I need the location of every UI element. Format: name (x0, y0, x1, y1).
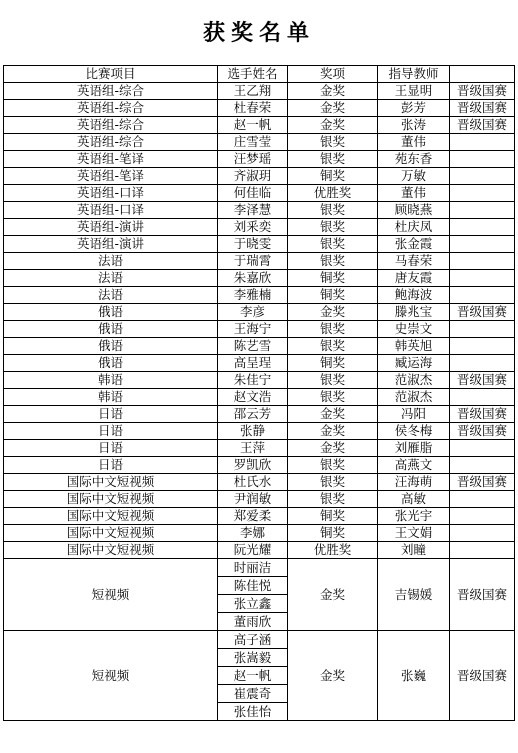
award-cell: 银奖 (288, 202, 378, 219)
event-cell: 短视频 (4, 631, 218, 721)
award-cell: 银奖 (288, 253, 378, 270)
event-cell: 日语 (4, 423, 218, 440)
contestant-cell: 尹润敏 (218, 491, 288, 508)
contestant-cell: 齐淑玥 (218, 168, 288, 185)
contestant-cell: 罗凯欣 (218, 457, 288, 474)
note-cell (450, 321, 515, 338)
header-cell: 指导教师 (378, 66, 450, 83)
award-cell: 银奖 (288, 338, 378, 355)
teacher-cell: 刘瞳 (378, 542, 450, 559)
contestant-cell: 赵文浩 (218, 389, 288, 406)
contestant-cell: 刘釆奕 (218, 219, 288, 236)
teacher-cell: 苑东香 (378, 151, 450, 168)
header-cell: 选手姓名 (218, 66, 288, 83)
award-cell: 优胜奖 (288, 542, 378, 559)
teacher-cell: 汪海萌 (378, 474, 450, 491)
teacher-cell: 张光宇 (378, 508, 450, 525)
table-row (4, 355, 515, 372)
table-row (4, 151, 515, 168)
award-cell: 银奖 (288, 151, 378, 168)
award-cell: 银奖 (288, 236, 378, 253)
teacher-cell: 高燕文 (378, 457, 450, 474)
event-cell: 国际中文短视频 (4, 491, 218, 508)
contestant-name: 张立鑫 (218, 595, 287, 613)
teacher-cell: 韩英旭 (378, 338, 450, 355)
event-cell: 英语组-笔译 (4, 151, 218, 168)
table-row (4, 491, 515, 508)
teacher-cell: 王文娟 (378, 525, 450, 542)
note-cell (450, 270, 515, 287)
contestant-cell: 何佳临 (218, 185, 288, 202)
award-cell: 银奖 (288, 474, 378, 491)
contestant-name: 时丽洁 (218, 559, 287, 577)
note-cell (450, 491, 515, 508)
table-row (4, 525, 515, 542)
teacher-cell: 万敏 (378, 168, 450, 185)
contestant-cell: 杜氏水 (218, 474, 288, 491)
teacher-cell: 吉锡媛 (378, 559, 450, 631)
event-cell: 英语组-口译 (4, 202, 218, 219)
contestant-cell: 汪梦瑶 (218, 151, 288, 168)
note-cell (450, 508, 515, 525)
teacher-cell: 鲍海波 (378, 287, 450, 304)
teacher-cell: 刘雁脂 (378, 440, 450, 457)
note-cell: 晋级国赛 (450, 474, 515, 491)
contestant-list-cell (218, 631, 288, 721)
award-cell: 金奖 (288, 304, 378, 321)
table-row (4, 100, 515, 117)
event-cell: 英语组-笔译 (4, 168, 218, 185)
table-row (4, 134, 515, 151)
table-row (4, 321, 515, 338)
contestant-cell: 李泽慧 (218, 202, 288, 219)
event-cell: 英语组-演讲 (4, 236, 218, 253)
contestant-cell: 陈艺雪 (218, 338, 288, 355)
header-cell: 奖项 (288, 66, 378, 83)
contestant-cell: 赵一帆 (218, 117, 288, 134)
table-row (4, 542, 515, 559)
table-row (4, 457, 515, 474)
event-cell: 日语 (4, 406, 218, 423)
award-cell: 优胜奖 (288, 185, 378, 202)
contestant-list-cell (218, 559, 288, 631)
event-cell: 英语组-综合 (4, 100, 218, 117)
teacher-cell: 王显明 (378, 83, 450, 100)
event-cell: 国际中文短视频 (4, 542, 218, 559)
table-row (4, 287, 515, 304)
note-cell (450, 338, 515, 355)
note-cell (450, 168, 515, 185)
teacher-cell: 范淑杰 (378, 372, 450, 389)
note-cell (450, 185, 515, 202)
table-row (4, 304, 515, 321)
award-cell: 金奖 (288, 631, 378, 721)
table-row (4, 185, 515, 202)
teacher-cell: 张金霞 (378, 236, 450, 253)
event-cell: 国际中文短视频 (4, 508, 218, 525)
table-row (4, 440, 515, 457)
award-cell: 银奖 (288, 372, 378, 389)
teacher-cell: 张巍 (378, 631, 450, 721)
table-row-group (4, 559, 515, 631)
award-cell: 银奖 (288, 219, 378, 236)
event-cell: 英语组-综合 (4, 83, 218, 100)
table-row (4, 168, 515, 185)
award-cell: 金奖 (288, 423, 378, 440)
event-cell: 俄语 (4, 321, 218, 338)
event-cell: 英语组-综合 (4, 117, 218, 134)
contestant-name: 高子涵 (218, 631, 287, 649)
note-cell: 晋级国赛 (450, 406, 515, 423)
note-cell (450, 287, 515, 304)
contestant-cell: 杜春荣 (218, 100, 288, 117)
contestant-cell: 朱嘉欣 (218, 270, 288, 287)
contestant-cell: 郑爱柔 (218, 508, 288, 525)
contestant-name: 张佳怡 (233, 704, 272, 719)
contestant-cell: 于晓雯 (218, 236, 288, 253)
contestant-cell: 朱佳宁 (218, 372, 288, 389)
award-cell: 铜奖 (288, 508, 378, 525)
note-cell: 晋级国赛 (450, 372, 515, 389)
contestant-cell: 阮光耀 (218, 542, 288, 559)
event-cell: 英语组-演讲 (4, 219, 218, 236)
event-cell: 俄语 (4, 338, 218, 355)
table-row-group (4, 631, 515, 721)
award-cell: 铜奖 (288, 355, 378, 372)
note-cell (450, 440, 515, 457)
teacher-cell: 马春荣 (378, 253, 450, 270)
teacher-cell: 滕兆宝 (378, 304, 450, 321)
teacher-cell: 杜庆凤 (378, 219, 450, 236)
event-cell: 英语组-综合 (4, 134, 218, 151)
table-row (4, 474, 515, 491)
award-cell: 金奖 (288, 559, 378, 631)
award-cell: 金奖 (288, 406, 378, 423)
note-cell (450, 525, 515, 542)
contestant-cell: 王萍 (218, 440, 288, 457)
event-cell: 法语 (4, 270, 218, 287)
note-cell: 晋级国赛 (450, 100, 515, 117)
contestant-cell: 李娜 (218, 525, 288, 542)
teacher-cell: 冯阳 (378, 406, 450, 423)
event-cell: 俄语 (4, 355, 218, 372)
event-cell: 短视频 (4, 559, 218, 631)
note-cell: 晋级国赛 (450, 83, 515, 100)
contestant-cell: 邵云芳 (218, 406, 288, 423)
note-cell (450, 253, 515, 270)
contestant-cell: 于瑞霄 (218, 253, 288, 270)
event-cell: 日语 (4, 440, 218, 457)
table-row (4, 270, 515, 287)
teacher-cell: 高敏 (378, 491, 450, 508)
award-cell: 金奖 (288, 83, 378, 100)
event-cell: 国际中文短视频 (4, 525, 218, 542)
contestant-cell: 李雅楠 (218, 287, 288, 304)
contestant-cell: 王乙翔 (218, 83, 288, 100)
header-cell: 比赛项目 (4, 66, 218, 83)
contestant-cell: 庄雪莹 (218, 134, 288, 151)
teacher-cell: 顾晓燕 (378, 202, 450, 219)
teacher-cell: 侯冬梅 (378, 423, 450, 440)
teacher-cell: 董伟 (378, 185, 450, 202)
teacher-cell: 史崇文 (378, 321, 450, 338)
table-row (4, 236, 515, 253)
contestant-name: 陈佳悦 (218, 577, 287, 595)
event-cell: 法语 (4, 287, 218, 304)
teacher-cell: 臧运海 (378, 355, 450, 372)
event-cell: 法语 (4, 253, 218, 270)
note-cell (450, 355, 515, 372)
table-row (4, 372, 515, 389)
award-cell: 铜奖 (288, 168, 378, 185)
contestant-cell: 高呈珵 (218, 355, 288, 372)
note-cell: 晋级国赛 (450, 117, 515, 134)
award-cell: 铜奖 (288, 525, 378, 542)
event-cell: 韩语 (4, 389, 218, 406)
event-cell: 国际中文短视频 (4, 474, 218, 491)
header-row (4, 66, 515, 83)
table-row (4, 389, 515, 406)
table-row (4, 423, 515, 440)
contestant-name: 张嵩毅 (218, 649, 287, 667)
note-cell (450, 134, 515, 151)
contestant-name: 崔震奇 (218, 685, 287, 703)
table-row (4, 117, 515, 134)
table-row (4, 253, 515, 270)
event-cell: 日语 (4, 457, 218, 474)
teacher-cell: 张涛 (378, 117, 450, 134)
award-cell: 银奖 (288, 134, 378, 151)
note-cell (450, 457, 515, 474)
table-row (4, 508, 515, 525)
header-cell (450, 66, 515, 83)
award-cell: 金奖 (288, 440, 378, 457)
award-cell: 金奖 (288, 100, 378, 117)
award-cell: 铜奖 (288, 270, 378, 287)
award-cell: 银奖 (288, 457, 378, 474)
teacher-cell: 彭芳 (378, 100, 450, 117)
award-cell: 金奖 (288, 117, 378, 134)
note-cell (450, 542, 515, 559)
note-cell: 晋级国赛 (450, 559, 515, 631)
teacher-cell: 唐友霞 (378, 270, 450, 287)
award-cell: 银奖 (288, 321, 378, 338)
award-table (3, 65, 515, 721)
teacher-cell: 董伟 (378, 134, 450, 151)
event-cell: 俄语 (4, 304, 218, 321)
table-row (4, 406, 515, 423)
note-cell: 晋级国赛 (450, 304, 515, 321)
table-row (4, 83, 515, 100)
note-cell (450, 219, 515, 236)
note-cell (450, 389, 515, 406)
note-cell (450, 236, 515, 253)
note-cell: 晋级国赛 (450, 423, 515, 440)
table-row (4, 338, 515, 355)
contestant-name: 赵一帆 (218, 667, 287, 685)
contestant-name: 董雨欣 (233, 614, 272, 629)
note-cell (450, 202, 515, 219)
table-row (4, 202, 515, 219)
note-cell: 晋级国赛 (450, 631, 515, 721)
event-cell: 英语组-口译 (4, 185, 218, 202)
contestant-cell: 张静 (218, 423, 288, 440)
note-cell (450, 151, 515, 168)
teacher-cell: 范淑杰 (378, 389, 450, 406)
page-title: 获奖名单 (202, 20, 315, 46)
award-cell: 铜奖 (288, 287, 378, 304)
award-cell: 银奖 (288, 491, 378, 508)
table-row (4, 219, 515, 236)
event-cell: 韩语 (4, 372, 218, 389)
contestant-cell: 李彦 (218, 304, 288, 321)
contestant-cell: 王海宁 (218, 321, 288, 338)
award-cell: 银奖 (288, 389, 378, 406)
